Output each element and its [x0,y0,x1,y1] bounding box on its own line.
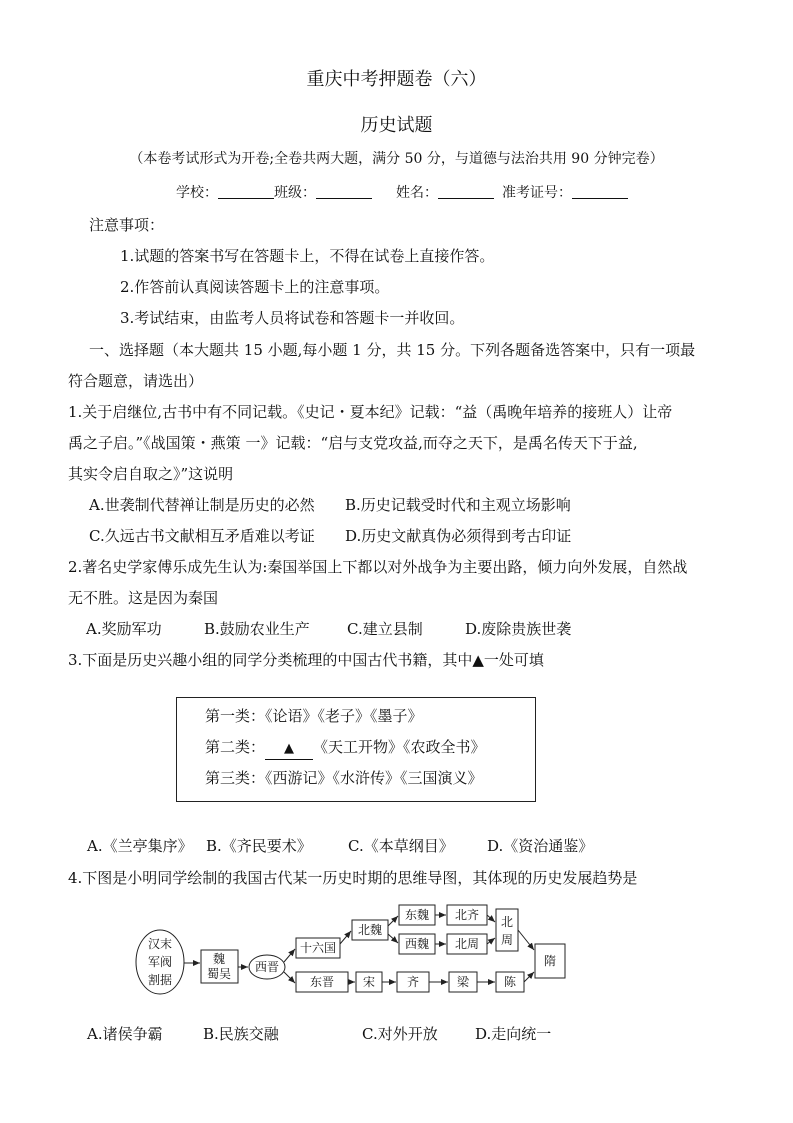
question-3-option-a[interactable]: A.《兰亭集序》 [87,837,193,855]
triangle-marker: ▲ [265,739,313,760]
node-label: 北魏 [357,923,383,937]
question-1-text: 禹之子启。”《战国策・燕策 一》记载：“启与支党攻益,而夺之天下，是禹名传天下于益, [68,434,638,452]
node-label: 汉末 [147,937,173,951]
node-label: 梁 [456,975,470,989]
question-3-text: 3.下面是历史兴趣小组的同学分类梳理的中国古代书籍，其中▲一处可填 [68,651,544,669]
question-2-option-b[interactable]: B.鼓励农业生产 [204,620,310,638]
question-1-option-b[interactable]: B.历史记载受时代和主观立场影响 [345,496,571,514]
question-4-option-d[interactable]: D.走向统一 [475,1025,552,1043]
book-category-row-1: 第一类：《论语》《老子》《墨子》 [205,707,423,725]
class-label: 班级： [274,185,316,201]
exam-title: 重庆中考押题卷（六） [306,69,487,90]
school-label: 学校： [176,185,218,201]
question-2-option-d[interactable]: D.废除贵族世袭 [465,620,572,638]
notice-item: 2.作答前认真阅读答题卡上的注意事项。 [120,278,390,296]
row-2-books: 《天工开物》《农政全书》 [313,738,486,756]
question-1-text: 1.关于启继位,古书中有不同记载。《史记・夏本纪》记载：“益（禹晚年培养的接班人）让帝 [68,403,673,421]
node-label: 西魏 [404,937,430,951]
node-label: 陈 [503,975,517,989]
class-blank[interactable] [316,184,372,199]
node-label: 魏 [212,952,226,966]
history-mind-map [0,900,793,1015]
exam-note: （本卷考试形式为开卷;全卷共两大题，满分 50 分，与道德与法治共用 90 分钟完卷） [129,151,664,167]
node-label: 东晋 [309,975,335,989]
node-label: 宋 [362,975,376,989]
node-label: 齐 [406,975,420,989]
question-1-text: 其实令启自取之》”这说明 [68,465,234,483]
question-1-option-d[interactable]: D.历史文献真伪必须得到考古印证 [345,527,572,545]
row-2-label: 第二类： [205,738,266,756]
student-info-line [176,183,628,203]
node-label: 北齐 [454,908,480,922]
question-4-option-b[interactable]: B.民族交融 [203,1025,279,1043]
question-2-option-c[interactable]: C.建立县制 [347,620,423,638]
node-label: 隋 [543,954,557,968]
question-2-option-a[interactable]: A.奖励军功 [86,620,162,638]
question-3-option-c[interactable]: C.《本草纲目》 [348,837,454,855]
question-1-option-c[interactable]: C.久远古书文献相互矛盾难以考证 [89,527,315,545]
exam-id-blank[interactable] [572,184,628,199]
section-heading-cont: 符合题意，请选出） [68,372,204,390]
name-label: 姓名： [396,185,438,201]
book-category-box [176,697,536,802]
question-4-option-a[interactable]: A.诸侯争霸 [87,1025,163,1043]
question-3-option-d[interactable]: D.《资治通鉴》 [487,837,594,855]
node-label: 蜀吴 [206,967,232,981]
question-4-option-c[interactable]: C.对外开放 [362,1025,438,1043]
school-blank[interactable] [218,184,274,199]
question-2-text: 2.著名史学家傅乐成先生认为:秦国举国上下都以对外战争为主要出路，倾力向外发展，自然战 [68,558,688,576]
node-label: 十六国 [299,941,337,955]
book-category-row-3: 第三类：《西游记》《水浒传》《三国演义》 [205,769,483,787]
question-3-option-b[interactable]: B.《齐民要术》 [206,837,312,855]
question-2-text: 无不胜。这是因为秦国 [68,589,219,607]
node-label: 西晋 [254,960,280,974]
node-label: 军阀 [147,955,173,969]
notice-item: 1.试题的答案书写在答题卡上，不得在试卷上直接作答。 [120,247,495,265]
node-label: 割据 [147,973,173,987]
question-4-text: 4.下图是小明同学绘制的我国古代某一历史时期的思维导图，其体现的历史发展趋势是 [68,869,638,887]
node-label: 北周 [454,937,480,951]
section-heading: 一、选择题（本大题共 15 小题,每小题 1 分，共 15 分。下列各题备选答案中，只有一项最 [89,341,696,359]
notice-heading: 注意事项： [89,216,165,234]
notice-item: 3.考试结束，由监考人员将试卷和答题卡一并收回。 [120,309,465,327]
node-label: 周 [500,933,514,947]
exam-id-label: 准考证号： [502,185,572,201]
node-label: 北 [500,915,514,929]
name-blank[interactable] [438,184,494,199]
exam-subtitle: 历史试题 [360,115,433,136]
question-1-option-a[interactable]: A.世袭制代替禅让制是历史的必然 [89,496,315,514]
node-label: 东魏 [404,908,430,922]
book-category-row-2 [205,737,486,760]
